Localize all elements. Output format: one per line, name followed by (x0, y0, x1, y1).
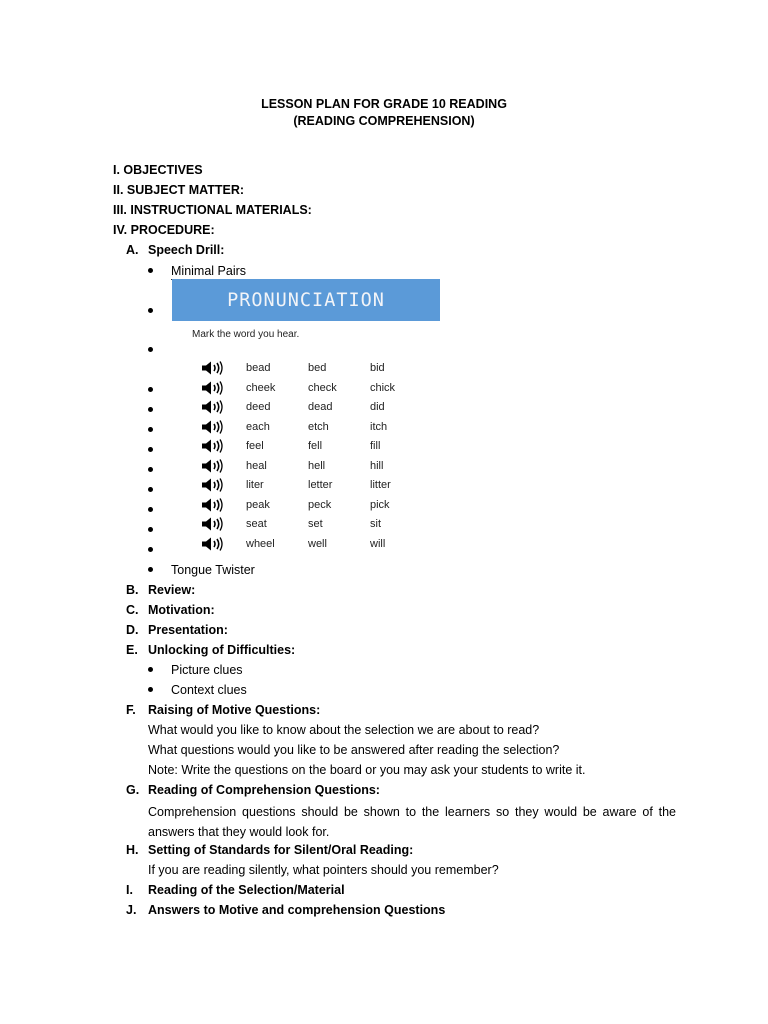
item-reading-selection: Reading of the Selection/Material (148, 883, 345, 897)
item-review: Review: (148, 583, 196, 597)
bullet-icon (148, 407, 153, 412)
speaker-icon (201, 517, 223, 531)
bullet-context-clues: Context clues (171, 683, 247, 697)
pronunciation-word: letter (308, 479, 333, 491)
bullet-icon (148, 547, 153, 552)
pronunciation-word: set (308, 518, 323, 530)
item-speech-drill: Speech Drill: (148, 243, 225, 257)
pronunciation-word: check (308, 381, 337, 394)
document-title: LESSON PLAN FOR GRADE 10 READING (261, 97, 507, 111)
motive-question-line: What would you like to know about the selection we are about to read? (148, 723, 540, 737)
comprehension-paragraph: Comprehension questions should be shown to the learners so they would be aware of the answers that they would look for. (148, 805, 676, 839)
pronunciation-word: pick (370, 498, 390, 511)
item-letter-e: E. (126, 643, 138, 657)
speaker-icon (201, 498, 223, 512)
motive-note-line: Note: Write the questions on the board or you may ask your students to write it. (148, 763, 586, 777)
item-letter-h: H. (126, 843, 139, 857)
pronunciation-word: peak (246, 498, 270, 511)
speaker-icon (201, 439, 223, 453)
document-subtitle: (READING COMPREHENSION) (293, 114, 475, 128)
speaker-icon (201, 361, 223, 375)
speaker-icon (201, 537, 223, 551)
pronunciation-word: seat (246, 518, 267, 530)
item-letter-b: B. (126, 583, 139, 597)
bullet-icon (148, 667, 153, 672)
bullet-icon (148, 567, 153, 572)
bullet-icon (148, 507, 153, 512)
pronunciation-word: each (246, 420, 270, 433)
item-comprehension-questions: Reading of Comprehension Questions: (148, 783, 380, 797)
pronunciation-word: well (308, 537, 327, 550)
item-letter-i: I. (126, 883, 133, 897)
pronunciation-word: hill (370, 459, 384, 472)
item-letter-d: D. (126, 623, 139, 637)
item-standards-reading: Setting of Standards for Silent/Oral Reading: (148, 843, 414, 857)
bullet-icon (148, 387, 153, 392)
pronunciation-word: wheel (246, 537, 275, 550)
item-letter-j: J. (126, 903, 137, 917)
pronunciation-word: bead (246, 362, 271, 374)
pronunciation-word: liter (246, 479, 264, 491)
standards-paragraph: If you are reading silently, what pointers should you remember? (148, 863, 499, 877)
section-instructional-materials: III. INSTRUCTIONAL MATERIALS: (113, 203, 312, 217)
section-subject-matter: II. SUBJECT MATTER: (113, 183, 245, 197)
pronunciation-word: deed (246, 401, 271, 413)
item-unlocking-difficulties: Unlocking of Difficulties: (148, 643, 296, 657)
item-letter-g: G. (126, 783, 140, 797)
pronunciation-word: will (370, 537, 386, 550)
bullet-icon (148, 268, 153, 273)
section-objectives: I. OBJECTIVES (113, 163, 203, 177)
pronunciation-word: fill (370, 440, 381, 452)
bullet-icon (148, 467, 153, 472)
bullet-icon (148, 427, 153, 432)
speaker-icon (201, 478, 223, 492)
bullet-icon (148, 487, 153, 492)
pronunciation-word: fell (308, 440, 323, 452)
motive-question-line: What questions would you like to be answered after reading the selection? (148, 743, 560, 757)
pronunciation-word: bid (370, 362, 385, 374)
bullet-picture-clues: Picture clues (171, 663, 243, 677)
item-letter-a: A. (126, 243, 139, 257)
pronunciation-word: peck (308, 498, 332, 511)
bullet-icon (148, 687, 153, 692)
bullet-icon (148, 308, 153, 313)
bullet-icon (148, 527, 153, 532)
section-procedure: IV. PROCEDURE: (113, 223, 215, 237)
pronunciation-word: feel (246, 440, 264, 452)
speaker-icon (201, 459, 223, 473)
pronunciation-word: itch (370, 420, 388, 433)
speaker-icon (201, 420, 223, 434)
item-letter-c: C. (126, 603, 139, 617)
item-motivation: Motivation: (148, 603, 215, 617)
pronunciation-word: did (370, 401, 385, 413)
pronunciation-instruction: Mark the word you hear. (192, 329, 300, 340)
pronunciation-word: bed (308, 362, 327, 374)
pronunciation-title: PRONUNCIATION (227, 290, 385, 311)
bullet-tongue-twister: Tongue Twister (171, 563, 255, 577)
pronunciation-word: etch (308, 420, 329, 433)
pronunciation-word: litter (370, 479, 391, 491)
pronunciation-word: sit (370, 518, 381, 530)
pronunciation-word: chick (370, 381, 396, 394)
pronunciation-word: hell (308, 459, 326, 472)
item-presentation: Presentation: (148, 623, 228, 637)
pronunciation-word: heal (246, 459, 267, 472)
pronunciation-word: dead (308, 401, 333, 413)
item-letter-f: F. (126, 703, 136, 717)
speaker-icon (201, 381, 223, 395)
item-motive-questions: Raising of Motive Questions: (148, 703, 321, 717)
pronunciation-image (172, 279, 440, 556)
bullet-icon (148, 347, 153, 352)
pronunciation-word: cheek (246, 381, 276, 394)
bullet-minimal-pairs: Minimal Pairs (171, 264, 247, 278)
speaker-icon (201, 400, 223, 414)
item-answers-questions: Answers to Motive and comprehension Questions (148, 903, 446, 917)
bullet-icon (148, 447, 153, 452)
